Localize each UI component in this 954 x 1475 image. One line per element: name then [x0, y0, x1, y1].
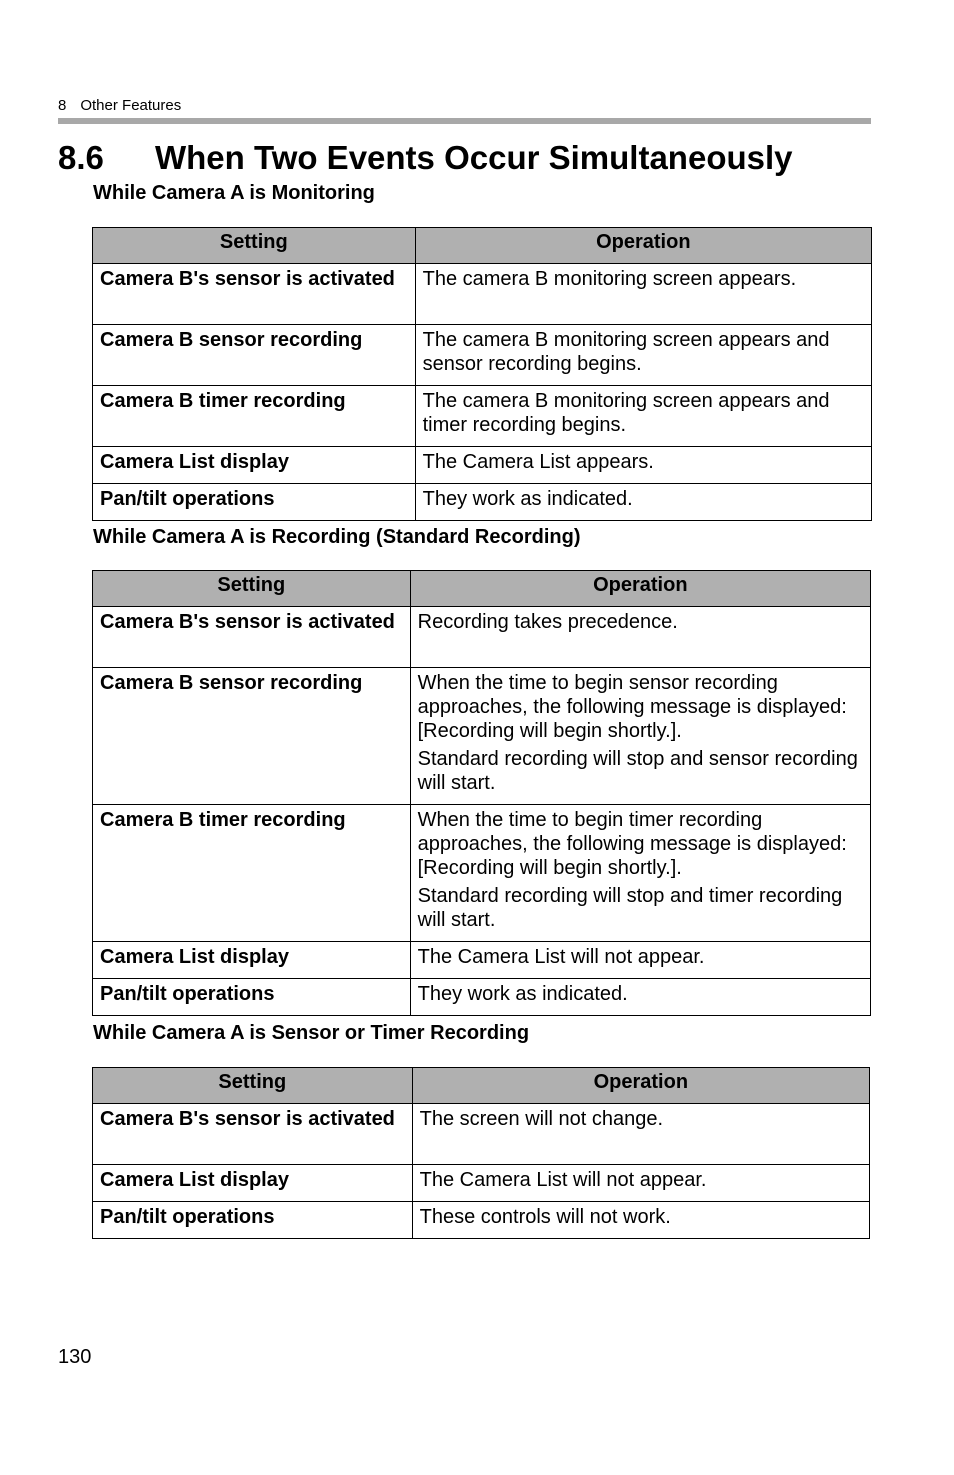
operation-cell	[410, 607, 870, 668]
setting-cell: Pan/tilt operations	[93, 1202, 413, 1239]
operation-text: The Camera List will not appear.	[419, 1169, 707, 1191]
column-header-setting: Setting	[93, 228, 416, 264]
operation-text: The screen will not change.	[419, 1108, 664, 1130]
operation-text: They work as indicated.	[417, 983, 628, 1005]
operation-cell	[410, 668, 870, 805]
operation-text: Recording takes precedence.	[417, 611, 678, 633]
table-row	[93, 1104, 870, 1165]
table-header-row	[93, 1068, 870, 1104]
operation-text: They work as indicated.	[422, 488, 633, 510]
operation-cell	[415, 264, 871, 325]
column-header-setting: Setting	[93, 1068, 413, 1104]
operation-cell	[410, 979, 870, 1016]
setting-cell: Camera B sensor recording	[93, 325, 416, 386]
table-row	[93, 979, 871, 1016]
operation-cell	[412, 1104, 869, 1165]
section-number: 8.6	[58, 139, 104, 176]
table-row	[93, 668, 871, 805]
operation-text: These controls will not work.	[419, 1206, 671, 1228]
setting-cell: Camera B sensor recording	[93, 668, 411, 805]
table-row	[93, 607, 871, 668]
operation-text: Standard recording will stop and sensor recording will start.	[417, 748, 858, 794]
column-header-operation: Operation	[412, 1068, 869, 1104]
operation-cell	[412, 1165, 869, 1202]
table-row	[93, 386, 872, 447]
table-row	[93, 942, 871, 979]
table-heading-sensor-timer-recording: While Camera A is Sensor or Timer Recording	[93, 1022, 530, 1044]
operation-text: When the time to begin sensor recording approaches, the following message is displayed: [Recording will begin shortly.].	[417, 672, 847, 742]
operation-text: When the time to begin timer recording approaches, the following message is displayed: [Recording will begin shortly.].	[417, 809, 847, 879]
running-header	[58, 97, 181, 114]
table-heading-standard-recording: While Camera A is Recording (Standard Recording)	[93, 526, 581, 548]
table-row	[93, 1165, 870, 1202]
operation-text: The camera B monitoring screen appears and sensor recording begins.	[422, 329, 830, 375]
page-number: 130	[58, 1346, 92, 1368]
operation-text: Standard recording will stop and timer recording will start.	[417, 885, 843, 931]
column-header-setting: Setting	[93, 571, 411, 607]
setting-cell: Camera List display	[93, 942, 411, 979]
operation-text: The camera B monitoring screen appears.	[422, 268, 797, 290]
section-title-text: When Two Events Occur Simultaneously	[155, 139, 793, 176]
table-row	[93, 484, 872, 521]
operation-cell	[410, 805, 870, 942]
table-row	[93, 447, 872, 484]
setting-cell: Camera List display	[93, 1165, 413, 1202]
operation-cell	[415, 325, 871, 386]
section-title	[58, 139, 793, 177]
table-monitoring	[92, 227, 872, 521]
operation-cell	[415, 386, 871, 447]
setting-cell: Pan/tilt operations	[93, 484, 416, 521]
setting-cell: Camera B's sensor is activated	[93, 1104, 413, 1165]
table-heading-monitoring: While Camera A is Monitoring	[93, 182, 375, 204]
table-row	[93, 1202, 870, 1239]
setting-cell: Camera B timer recording	[93, 386, 416, 447]
table-row	[93, 805, 871, 942]
operation-text: The camera B monitoring screen appears and timer recording begins.	[422, 390, 830, 436]
operation-text: The Camera List appears.	[422, 451, 654, 473]
setting-cell: Camera B timer recording	[93, 805, 411, 942]
table-row	[93, 264, 872, 325]
operation-text: The Camera List will not appear.	[417, 946, 705, 968]
setting-cell: Camera B's sensor is activated	[93, 607, 411, 668]
setting-cell: Pan/tilt operations	[93, 979, 411, 1016]
operation-cell	[410, 942, 870, 979]
operation-cell	[415, 447, 871, 484]
chapter-title: Other Features	[80, 97, 182, 114]
setting-cell: Camera List display	[93, 447, 416, 484]
column-header-operation: Operation	[410, 571, 870, 607]
table-header-row	[93, 571, 871, 607]
operation-cell	[412, 1202, 869, 1239]
table-sensor-timer-recording	[92, 1067, 870, 1239]
chapter-number: 8	[58, 97, 67, 114]
table-row	[93, 325, 872, 386]
setting-cell: Camera B's sensor is activated	[93, 264, 416, 325]
header-rule	[58, 118, 871, 124]
table-header-row	[93, 228, 872, 264]
table-standard-recording	[92, 570, 871, 1016]
operation-cell	[415, 484, 871, 521]
column-header-operation: Operation	[415, 228, 871, 264]
